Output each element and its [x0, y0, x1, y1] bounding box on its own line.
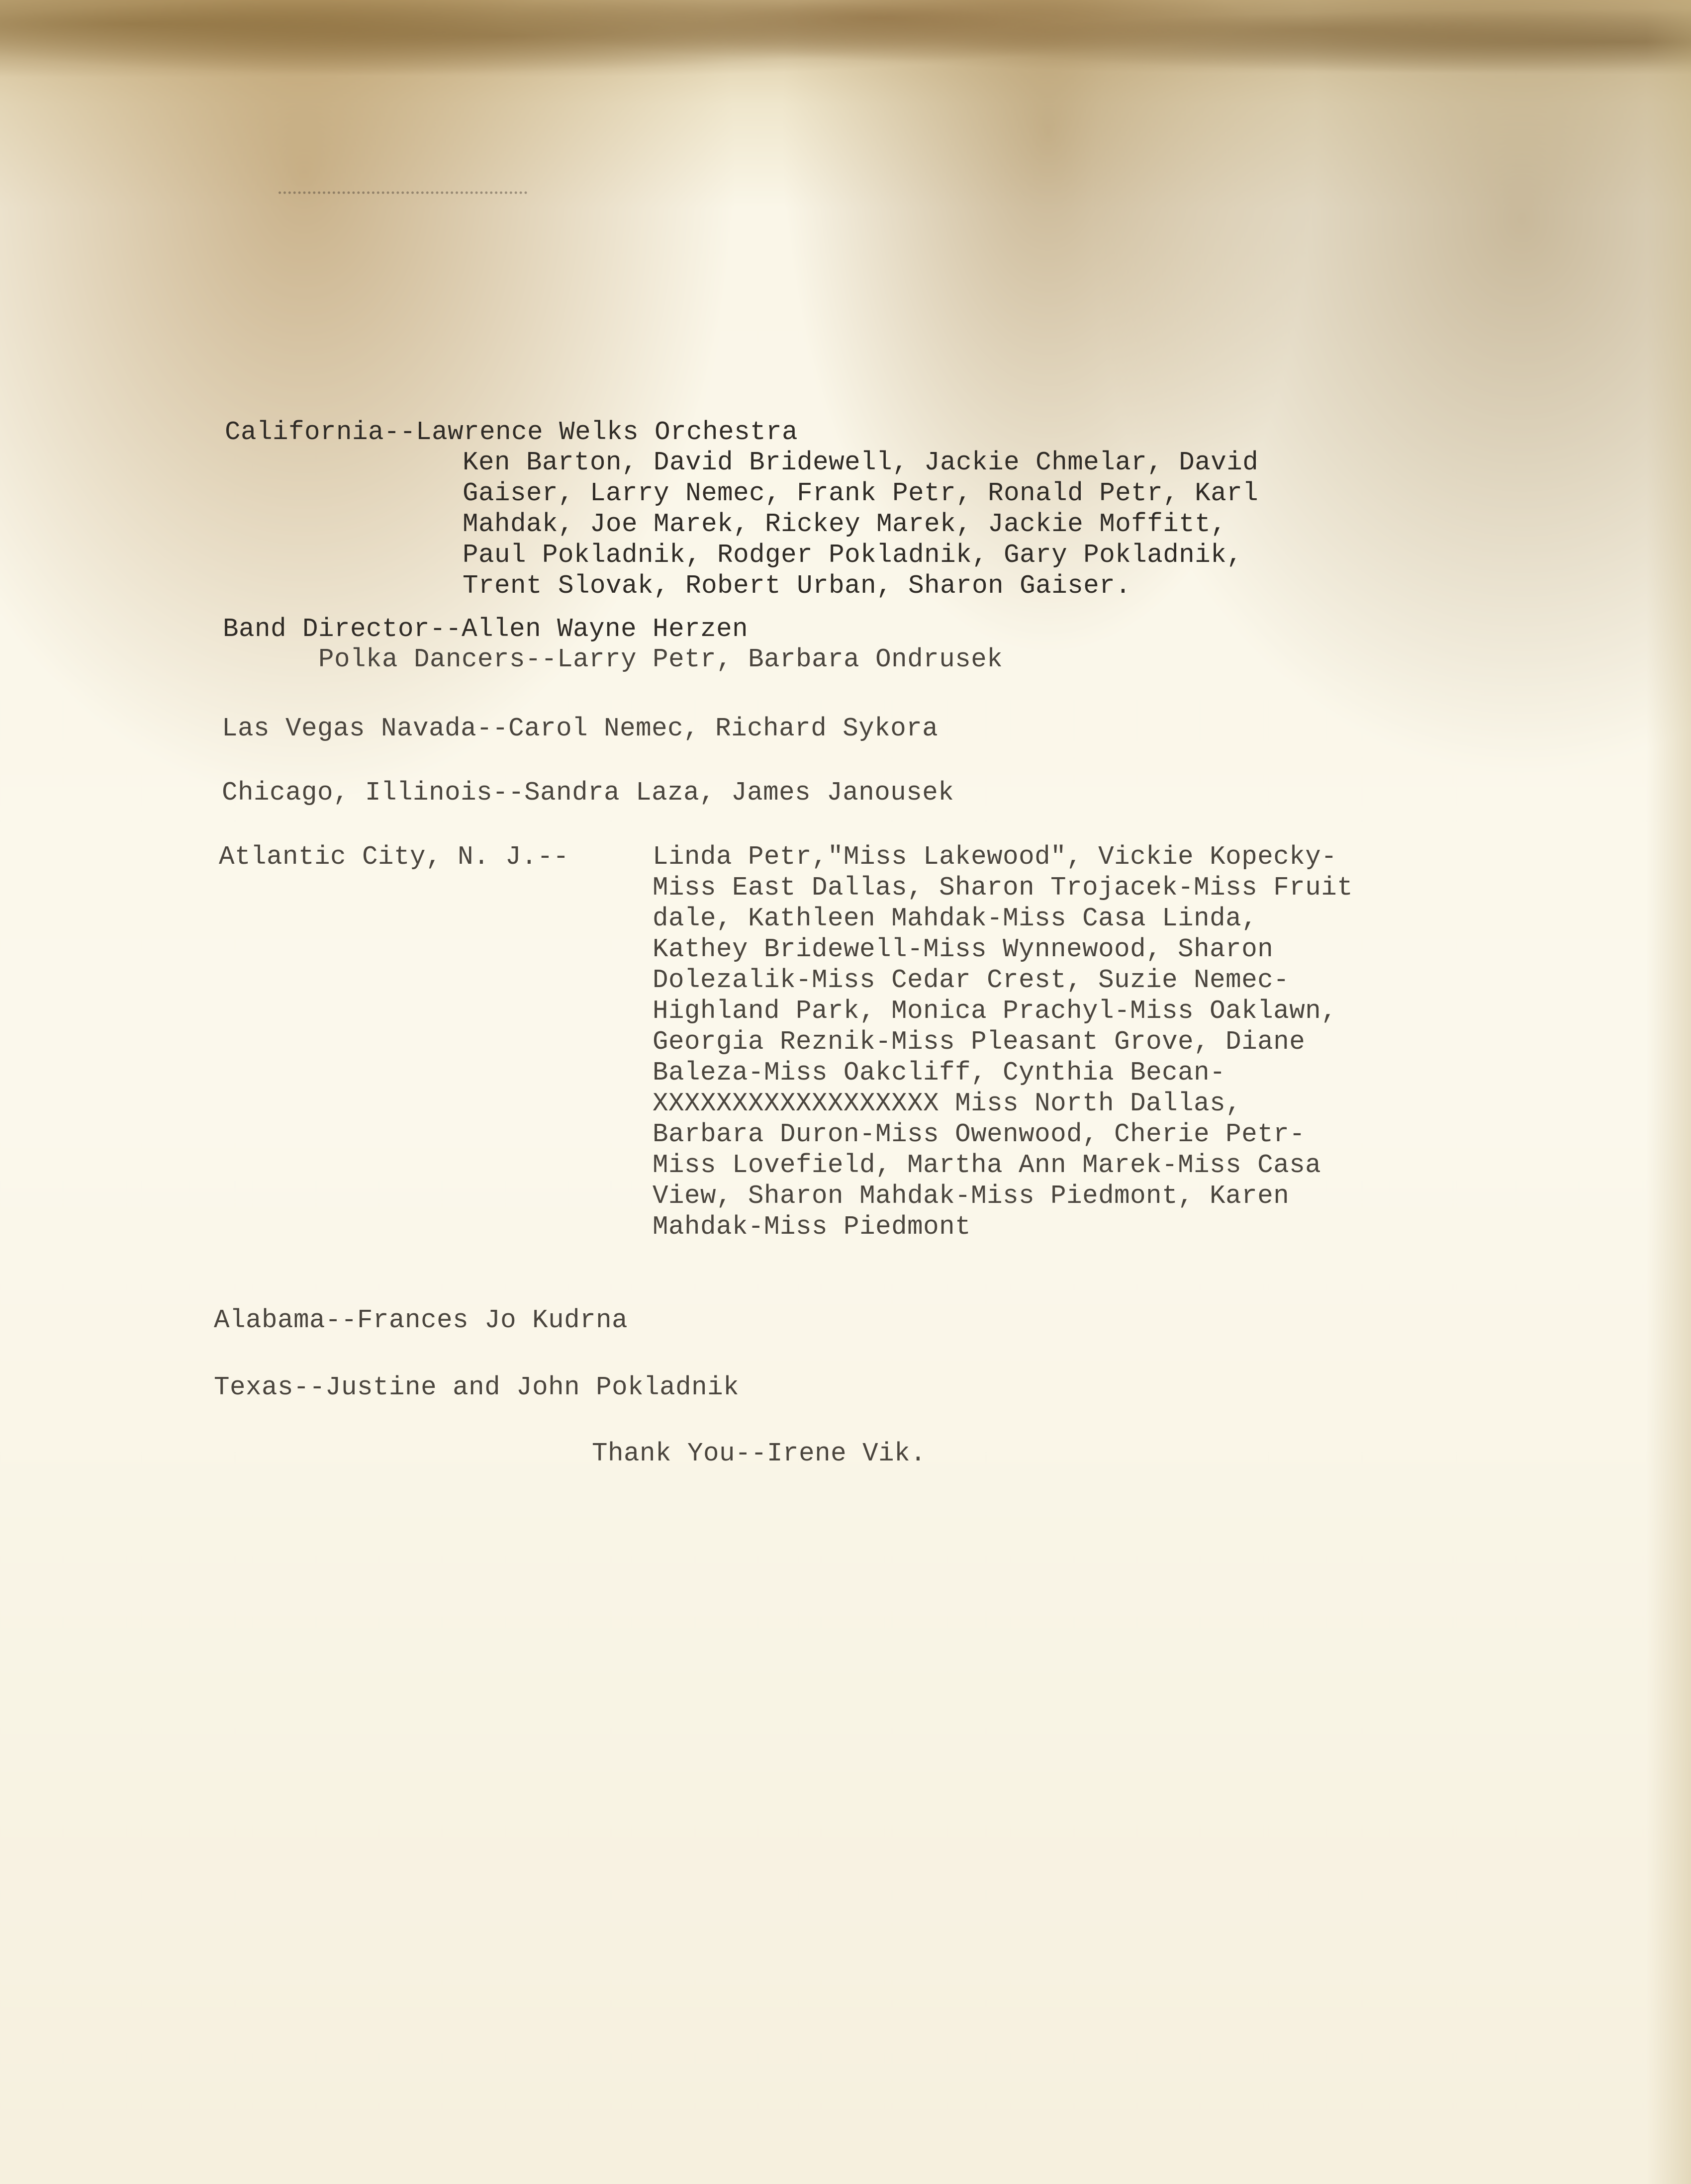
paper-stain — [0, 0, 1691, 119]
list-item: Barbara Duron-Miss Owenwood, Cherie Petr- — [653, 1119, 1306, 1149]
atlantic-city-heading: Atlantic City, N. J.-- — [219, 842, 569, 872]
band-director: Band Director--Allen Wayne Herzen — [223, 614, 749, 644]
polka-dancers: Polka Dancers--Larry Petr, Barbara Ondrusek — [318, 644, 1003, 674]
list-item: Gaiser, Larry Nemec, Frank Petr, Ronald Petr, Karl — [463, 478, 1259, 508]
list-item: XXXXXXXXXXXXXXXXXX Miss North Dallas, — [653, 1089, 1242, 1118]
texas-entry: Texas--Justine and John Pokladnik — [214, 1372, 740, 1402]
list-item: Ken Barton, David Bridewell, Jackie Chmelar, David — [463, 448, 1259, 477]
faded-header-mark — [279, 191, 527, 201]
paper-edge-shadow — [1646, 0, 1691, 2184]
alabama-entry: Alabama--Frances Jo Kudrna — [214, 1305, 628, 1335]
california-heading: California--Lawrence Welks Orchestra — [225, 417, 798, 447]
list-item: Mahdak-Miss Piedmont — [653, 1212, 971, 1242]
list-item: Kathey Bridewell-Miss Wynnewood, Sharon — [653, 934, 1274, 964]
list-item: Dolezalik-Miss Cedar Crest, Suzie Nemec- — [653, 965, 1290, 995]
list-item: Trent Slovak, Robert Urban, Sharon Gaiser. — [463, 571, 1131, 601]
list-item: dale, Kathleen Mahdak-Miss Casa Linda, — [653, 904, 1258, 933]
chicago-entry: Chicago, Illinois--Sandra Laza, James Janousek — [222, 778, 954, 808]
list-item: Paul Pokladnik, Rodger Pokladnik, Gary Pokladnik, — [463, 540, 1243, 570]
closing-signature: Thank You--Irene Vik. — [592, 1439, 927, 1468]
california-members-list — [463, 447, 1258, 601]
list-item: Miss East Dallas, Sharon Trojacek-Miss Fruit — [653, 873, 1353, 903]
las-vegas-entry: Las Vegas Navada--Carol Nemec, Richard Sykora — [222, 714, 939, 743]
list-item: Baleza-Miss Oakcliff, Cynthia Becan- — [653, 1058, 1226, 1088]
list-item: Highland Park, Monica Prachyl-Miss Oaklawn, — [653, 996, 1337, 1026]
atlantic-city-list — [653, 841, 1353, 1242]
list-item: Miss Lovefield, Martha Ann Marek-Miss Casa — [653, 1150, 1321, 1180]
list-item: View, Sharon Mahdak-Miss Piedmont, Karen — [653, 1181, 1290, 1211]
list-item: Linda Petr,"Miss Lakewood", Vickie Kopecky- — [653, 842, 1337, 872]
list-item: Mahdak, Joe Marek, Rickey Marek, Jackie Moffitt, — [463, 509, 1227, 539]
list-item: Georgia Reznik-Miss Pleasant Grove, Diane — [653, 1027, 1306, 1057]
